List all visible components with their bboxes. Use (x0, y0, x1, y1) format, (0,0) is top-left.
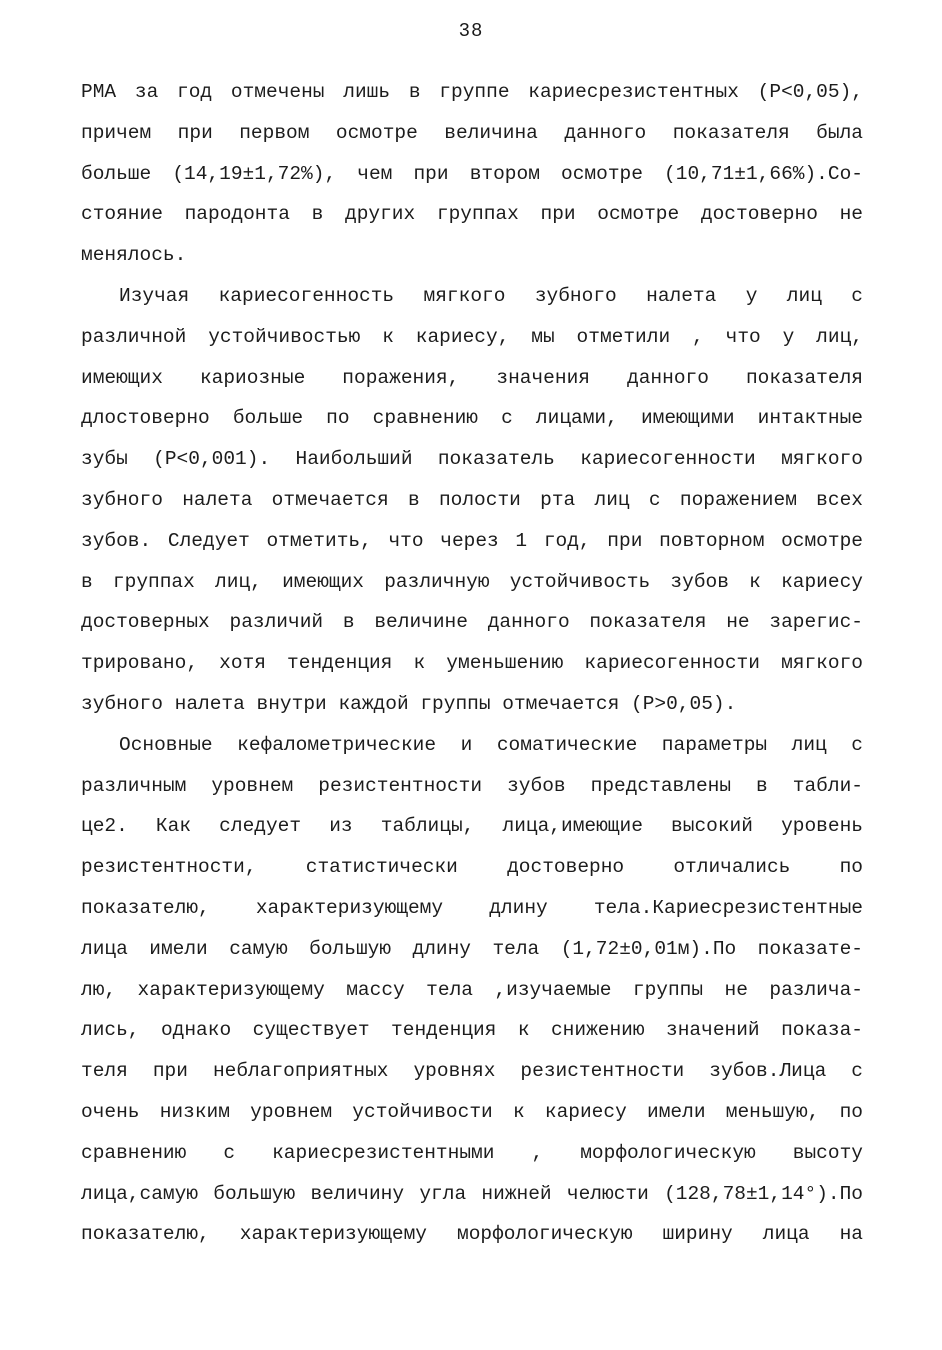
text-line: менялось. (81, 244, 187, 267)
text-line: РМА за год отмечены лишь в группе кариесрезистентных (Р<0,05), (81, 81, 863, 103)
text-line: зубов. Следует отметить, что через 1 год, при повторном осмотре (81, 529, 863, 552)
text-line: теля при неблагоприятных уровнях резистентности зубов.Лица с (81, 1060, 863, 1083)
text-line: трировано, хотя тенденция к уменьшению кариесогенности мягкого (81, 652, 863, 675)
text-line: лю, характеризующему массу тела ,изучаемые группы не различа- (81, 978, 863, 1001)
text-line: больше (14,19±1,72%), чем при втором осмотре (10,71±1,66%).Со- (81, 162, 863, 185)
text-line: причем при первом осмотре величина данного показателя была (81, 121, 863, 144)
text-line: сравнению с кариесрезистентными , морфологическую высоту (81, 1141, 863, 1164)
text-line: показателю, характеризующему морфологическую ширину лица на (81, 1223, 863, 1246)
text-line: стояние пародонта в других группах при осмотре достоверно не (81, 203, 863, 226)
text-line: це2. Как следует из таблицы, лица,имеющие высокий уровень (81, 815, 863, 838)
paragraph-1 (81, 72, 863, 276)
page-number: 38 (458, 20, 484, 42)
text-line: показателю, характеризующему длину тела.Кариесрезистентные (81, 896, 863, 919)
text-line: зубного налета внутри каждой группы отмечается (Р>0,05). (81, 692, 737, 715)
text-line: зубы (Р<0,001). Наибольший показатель кариесогенности мягкого (81, 448, 863, 471)
text-line: достоверных различий в величине данного показателя не зарегис- (81, 611, 863, 634)
text-line: различным уровнем резистентности зубов представлены в табли- (81, 774, 863, 797)
text-line: лица имели самую большую длину тела (1,72±0,01м).По показате- (81, 937, 863, 960)
text-line: Изучая кариесогенность мягкого зубного налета у лиц с (119, 284, 863, 307)
text-line: лись, однако существует тенденция к снижению значений показа- (81, 1019, 863, 1042)
text-line: в группах лиц, имеющих различную устойчивость зубов к кариесу (81, 570, 863, 593)
text-line: различной устойчивостью к кариесу, мы отметили , что у лиц, (81, 325, 863, 348)
text-line: лица,самую большую величину угла нижней челюсти (128,78±1,14°).По (81, 1182, 863, 1205)
paragraph-3 (81, 725, 863, 1255)
text-line: Основные кефалометрические и соматические параметры лиц с (119, 733, 863, 756)
text-line: зубного налета отмечается в полости рта лиц с поражением всех (81, 488, 863, 511)
text-line: длостоверно больше по сравнению с лицами, имеющими интактные (81, 407, 863, 430)
text-line: резистентности, статистически достоверно отличались по (81, 856, 863, 879)
paragraph-2 (81, 276, 863, 725)
body-text (81, 72, 863, 1255)
text-line: очень низким уровнем устойчивости к кариесу имели меньшую, по (81, 1100, 863, 1123)
text-line: имеющих кариозные поражения, значения данного показателя (81, 366, 863, 389)
